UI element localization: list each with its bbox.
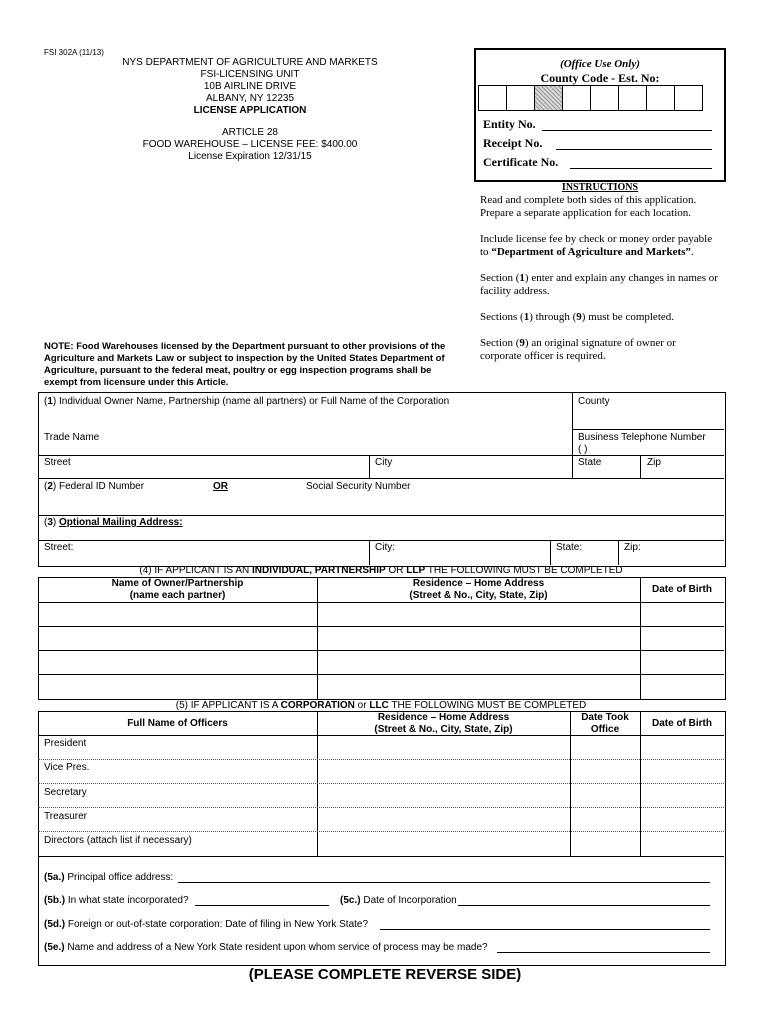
q5a-label: (5a.) Principal office address: — [44, 872, 174, 883]
q5b-label: (5b.) In what state incorporated? — [44, 895, 189, 906]
s4-col-dob: Date of Birth — [652, 584, 712, 595]
s4-col-address: Residence – Home Address (Street & No., City, State, Zip) — [409, 578, 548, 601]
mail-state-label: State: — [556, 542, 583, 553]
officer-row-secretary: Secretary — [44, 787, 87, 798]
certificate-line[interactable] — [570, 168, 712, 169]
expiration: License Expiration 12/31/15 — [188, 151, 312, 162]
s5-col-address: Residence – Home Address (Street & No., City, State, Zip) — [374, 712, 513, 735]
agency-header — [100, 57, 400, 163]
reverse-side-notice: (PLEASE COMPLETE REVERSE SIDE) — [248, 966, 522, 983]
divider — [38, 856, 724, 857]
code-box[interactable] — [563, 85, 591, 111]
instructions-p4: Sections (1) through (9) must be completed. — [480, 311, 675, 323]
ssn-label: Social Security Number — [306, 481, 411, 492]
instructions-p3: Section (1) enter and explain any changes in names or facility address. — [480, 272, 718, 297]
entity-line[interactable] — [542, 130, 712, 131]
article: ARTICLE 28 — [222, 127, 278, 138]
exemption-note: NOTE: Food Warehouses licensed by the Department pursuant to other provisions of the Agriculture and Markets Law or subject to inspection by the United States Department of Agriculture, pursuant to the federal meat, poultry or egg inspection programs shall be exempt from licensure under this Article. — [44, 341, 446, 388]
divider — [572, 455, 573, 478]
q5e-line[interactable] — [497, 952, 710, 953]
agency-name: NYS DEPARTMENT OF AGRICULTURE AND MARKETS — [122, 57, 378, 68]
unit-name: FSI-LICENSING UNIT — [200, 69, 300, 80]
q5b-line[interactable] — [195, 905, 329, 906]
county-field[interactable] — [574, 410, 722, 428]
divider — [38, 602, 724, 603]
divider — [618, 540, 619, 565]
mailing-address-label: (3) Optional Mailing Address: — [44, 517, 183, 528]
code-box[interactable] — [675, 85, 703, 111]
divider — [369, 455, 370, 478]
office-use-label: (Office Use Only) — [560, 58, 640, 70]
mail-street-label: Street: — [44, 542, 74, 553]
instructions-p1: Read and complete both sides of this application. Prepare a separate application for each location. — [480, 194, 697, 219]
divider — [38, 759, 724, 760]
s5-col-dob: Date of Birth — [652, 718, 712, 729]
divider — [572, 392, 573, 455]
state-label: State — [578, 457, 602, 468]
form-title: LICENSE APPLICATION — [193, 105, 307, 116]
entity-label: Entity No. — [483, 117, 536, 131]
instructions — [480, 181, 720, 363]
q5d-line[interactable] — [380, 929, 710, 930]
officer-row-vice-pres: Vice Pres. — [44, 762, 90, 773]
section5-title: (5) IF APPLICANT IS A CORPORATION or LLC THE FOLLOWING MUST BE COMPLETED — [175, 700, 587, 711]
instructions-p2: Include license fee by check or money order payable to “Department of Agriculture and Markets”. — [480, 233, 713, 258]
divider — [38, 626, 724, 627]
divider — [38, 650, 724, 651]
s4-col-name: Name of Owner/Partnership (name each partner) — [111, 578, 244, 601]
certificate-label: Certificate No. — [483, 155, 559, 169]
county-code-label: County Code - Est. No: — [540, 71, 660, 85]
divider — [369, 540, 370, 565]
officer-row-directors: Directors (attach list if necessary) — [44, 835, 192, 846]
county-label: County — [578, 396, 610, 407]
code-box[interactable] — [647, 85, 675, 111]
code-box[interactable] — [619, 85, 647, 111]
q5c-label: (5c.) Date of Incorporation — [340, 895, 457, 906]
zip-label: Zip — [647, 457, 661, 468]
mail-zip-label: Zip: — [624, 542, 641, 553]
divider — [38, 674, 724, 675]
agency-street: 10B AIRLINE DRIVE — [203, 81, 297, 92]
city-label: City — [375, 457, 393, 468]
divider — [38, 783, 724, 784]
divider — [640, 455, 641, 478]
instructions-heading: INSTRUCTIONS — [561, 182, 639, 193]
federal-id-label: (2) Federal ID Number — [44, 481, 145, 492]
phone-label: Business Telephone Number — [578, 432, 706, 443]
s5-col-officers: Full Name of Officers — [127, 718, 228, 729]
q5d-label: (5d.) Foreign or out-of-state corporation: Date of filing in New York State? — [44, 919, 369, 930]
divider — [38, 455, 724, 456]
officer-row-president: President — [44, 738, 87, 749]
q5c-line[interactable] — [458, 905, 710, 906]
divider — [38, 831, 724, 832]
instructions-p5: Section (9) an original signature of owner or corporate officer is required. — [480, 337, 676, 362]
code-box-shaded — [535, 85, 563, 111]
divider — [572, 429, 724, 430]
section4-title: (4) IF APPLICANT IS AN INDIVIDUAL, PARTNERSHIP OR LLP THE FOLLOWING MUST BE COMPLETED — [139, 565, 623, 576]
or-label: OR — [213, 481, 228, 492]
divider — [550, 540, 551, 565]
officer-row-treasurer: Treasurer — [44, 811, 87, 822]
receipt-label: Receipt No. — [483, 136, 543, 150]
form-id: FSI 302A (11/13) — [44, 48, 104, 57]
owner-name-field[interactable] — [40, 410, 570, 453]
agency-city: ALBANY, NY 12235 — [205, 93, 295, 104]
phone-field[interactable]: ( ) — [578, 444, 588, 455]
code-box[interactable] — [591, 85, 619, 111]
q5a-line[interactable] — [178, 882, 710, 883]
divider — [38, 807, 724, 808]
q5e-label: (5e.) Name and address of a New York State resident upon whom service of process may be made? — [44, 942, 488, 953]
code-box[interactable] — [507, 85, 535, 111]
office-use-box — [474, 48, 726, 182]
divider — [38, 540, 724, 541]
trade-name-label: Trade Name — [44, 432, 100, 443]
divider — [38, 478, 724, 479]
receipt-line[interactable] — [556, 149, 712, 150]
code-box[interactable] — [478, 85, 507, 111]
s5-col-date-office: Date Took Office — [581, 712, 629, 735]
fee-line: FOOD WAREHOUSE – LICENSE FEE: $400.00 — [142, 139, 358, 150]
street-label: Street — [44, 457, 71, 468]
county-code-boxes — [478, 85, 703, 111]
divider — [38, 515, 724, 516]
mail-city-label: City: — [375, 542, 395, 553]
owner-name-label: (1) Individual Owner Name, Partnership (name all partners) or Full Name of the Corporation — [44, 396, 450, 407]
